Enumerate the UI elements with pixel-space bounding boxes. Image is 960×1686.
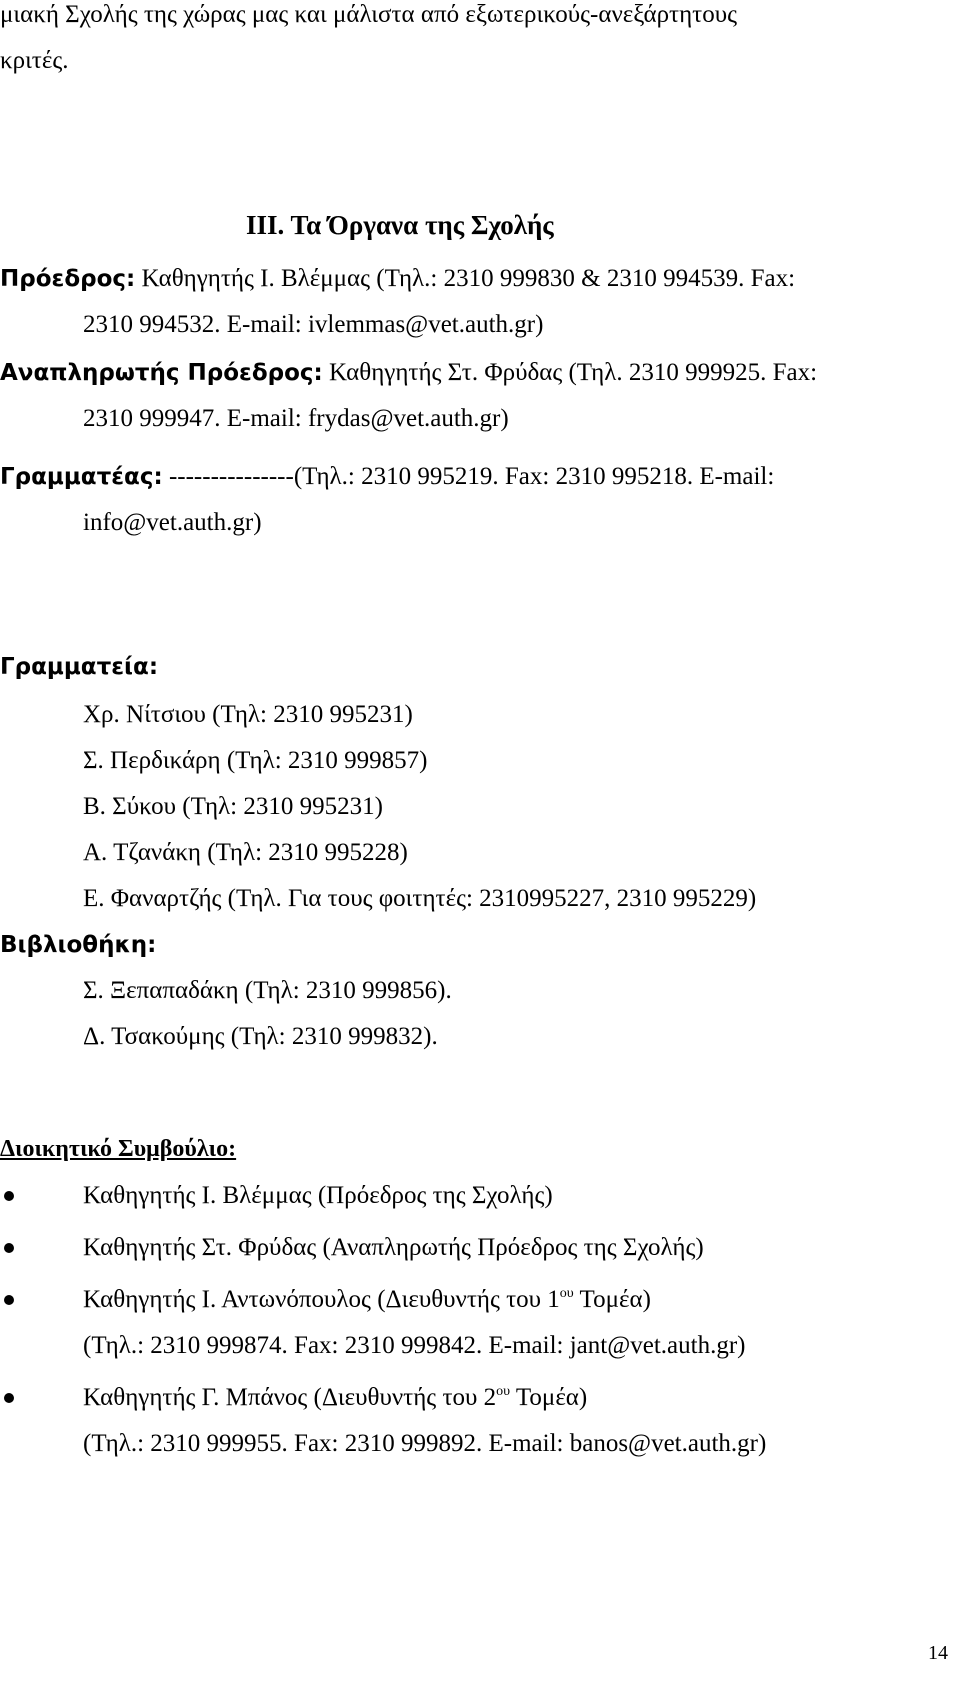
secretariat-member: Ε. Φαναρτζής (Τηλ. Για τους φοιτητές: 2310995227, 2310 995229) xyxy=(83,885,757,912)
secretary-label: Γραμματέας: xyxy=(0,464,163,490)
ordinal-superscript: ου xyxy=(496,1384,511,1399)
president-text-cont: 2310 994532. E-mail: ivlemmas@vet.auth.gr) xyxy=(83,311,544,338)
ordinal-superscript: ου xyxy=(559,1286,574,1301)
bullet-icon xyxy=(4,1243,14,1253)
vice-president-text-cont: 2310 999947. E-mail: frydas@vet.auth.gr) xyxy=(83,405,509,432)
secretary-text: ---------------(Τηλ.: 2310 995219. Fax: 2310 995218. E-mail: xyxy=(168,463,775,490)
secretariat-member: Σ. Περδικάρη (Τηλ: 2310 999857) xyxy=(83,747,428,774)
bullet-icon xyxy=(4,1191,14,1201)
secretary-text-cont: info@vet.auth.gr) xyxy=(83,509,262,536)
board-item-contact: (Τηλ.: 2310 999955. Fax: 2310 999892. E-mail: banos@vet.auth.gr) xyxy=(83,1430,767,1457)
secretary-entry xyxy=(0,462,774,492)
board-item: Καθηγητής Στ. Φρύδας (Αναπληρωτής Πρόεδρος της Σχολής) xyxy=(83,1234,704,1261)
board-item: Καθηγητής Ι. Βλέμμας (Πρόεδρος της Σχολής) xyxy=(83,1182,553,1209)
president-entry xyxy=(0,264,795,294)
board-item-text: Καθηγητής Γ. Μπάνος (Διευθυντής του 2 xyxy=(83,1384,497,1411)
secretariat-member: Α. Τζανάκη (Τηλ: 2310 995228) xyxy=(83,839,408,866)
intro-line-1: μιακή Σχολής της χώρας μας και μάλιστα από εξωτερικούς-ανεξάρτητους xyxy=(0,1,737,28)
vice-president-text: Καθηγητής Στ. Φρύδας (Τηλ. 2310 999925. Fax: xyxy=(329,359,818,386)
board-item-text-end: Τομέα) xyxy=(510,1384,588,1411)
president-text: Καθηγητής Ι. Βλέμμας (Τηλ.: 2310 999830 & 2310 994539. Fax: xyxy=(141,265,796,292)
bullet-icon xyxy=(4,1295,14,1305)
intro-line-2: κριτές. xyxy=(0,47,69,74)
library-label: Βιβλιοθήκη: xyxy=(0,932,157,958)
section-title: ΙΙΙ. Τα Όργανα της Σχολής xyxy=(246,210,554,240)
board-item xyxy=(83,1285,651,1315)
secretariat-member: Χρ. Νίτσιου (Τηλ: 2310 995231) xyxy=(83,701,413,728)
vice-president-entry xyxy=(0,358,817,388)
board-item xyxy=(83,1383,587,1413)
library-member: Δ. Τσακούμης (Τηλ: 2310 999832). xyxy=(83,1023,438,1050)
bullet-icon xyxy=(4,1393,14,1403)
board-item-text-end: Τομέα) xyxy=(573,1286,651,1313)
president-label: Πρόεδρος: xyxy=(0,266,136,292)
vice-president-label: Αναπληρωτής Πρόεδρος: xyxy=(0,360,323,386)
secretariat-label: Γραμματεία: xyxy=(0,654,159,680)
board-item-contact: (Τηλ.: 2310 999874. Fax: 2310 999842. E-mail: jant@vet.auth.gr) xyxy=(83,1332,746,1359)
secretariat-member: Β. Σύκου (Τηλ: 2310 995231) xyxy=(83,793,383,820)
library-member: Σ. Ξεπαπαδάκη (Τηλ: 2310 999856). xyxy=(83,977,452,1004)
board-label: Διοικητικό Συμβούλιο: xyxy=(0,1136,237,1162)
board-item-text: Καθηγητής Ι. Αντωνόπουλος (Διευθυντής του 1 xyxy=(83,1286,560,1313)
page-number: 14 xyxy=(928,1642,948,1664)
